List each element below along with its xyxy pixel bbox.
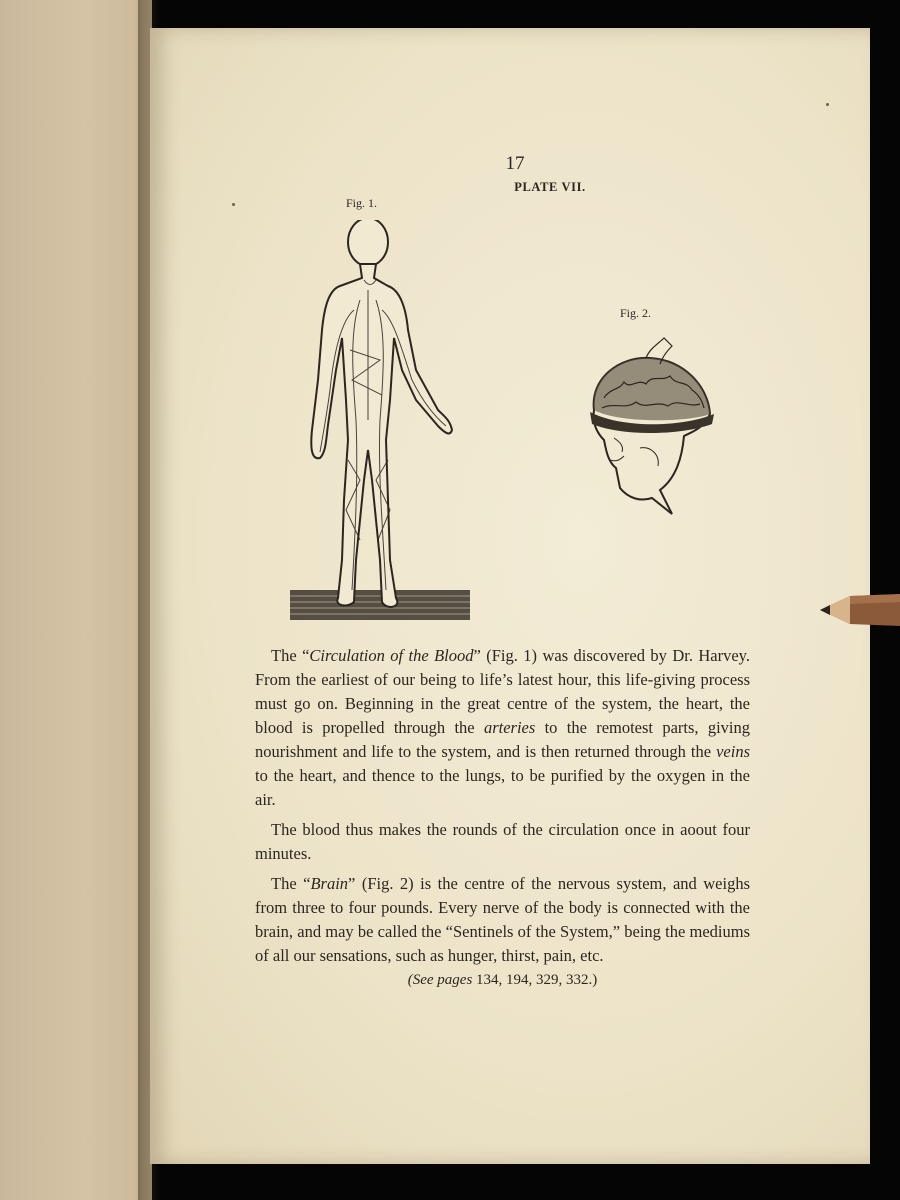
text-run: ” (Fig. 1) was discovered by Dr. Harvey. From the earliest of our being to life’s latest hour, this life-giving process must go on. Beginning in the great centre of the system, the heart, the blood is propelled through the — [255, 646, 750, 737]
brain-head-illustration — [580, 328, 720, 518]
page-number: 17 — [505, 153, 525, 174]
left-page-edge — [0, 0, 152, 1200]
italic-veins: veins — [716, 742, 750, 761]
see-pages-numbers: 134, 194, 329, 332.) — [472, 972, 598, 988]
italic-arteries: arteries — [483, 718, 536, 737]
see-pages-label: See pages — [412, 972, 473, 988]
book-page — [150, 28, 870, 1164]
see-pages-reference — [255, 968, 750, 992]
paper-speck — [826, 103, 829, 106]
paragraph-rounds: The blood thus makes the rounds of the circulation once in aoout four minutes. — [255, 820, 750, 863]
text-run: The “ — [271, 874, 311, 893]
fig1-label: Fig. 1. — [346, 196, 378, 210]
italic-title-circulation: Circulation of the Blood — [309, 646, 474, 665]
text-run: to the remotest parts, giving nourishment and life to the system, and is then returned through the — [255, 718, 750, 761]
paper-speck — [232, 203, 235, 206]
fig2-label: Fig. 2. — [620, 306, 652, 320]
plate-label: PLATE VII. — [514, 180, 586, 194]
paragraph-circulation — [255, 644, 750, 812]
text-run: to the heart, and thence to the lungs, to be purified by the oxygen in the air. — [255, 766, 750, 809]
pencil-icon — [820, 590, 900, 630]
text-run: ( — [407, 972, 413, 988]
text-run: The “ — [271, 646, 310, 665]
circulation-figure-illustration — [290, 220, 470, 630]
italic-title-brain: Brain — [310, 874, 349, 893]
body-text — [255, 644, 750, 992]
text-run: ” (Fig. 2) is the centre of the nervous system, and weighs from three to four pounds. Every nerve of the body is connected with the brain, and may be called the “Sentinels of the System,” being the mediums of all our sensations, such as hunger, thirst, pain, etc. — [255, 874, 750, 965]
paragraph-brain — [255, 872, 750, 968]
ground-hatching — [290, 590, 470, 620]
